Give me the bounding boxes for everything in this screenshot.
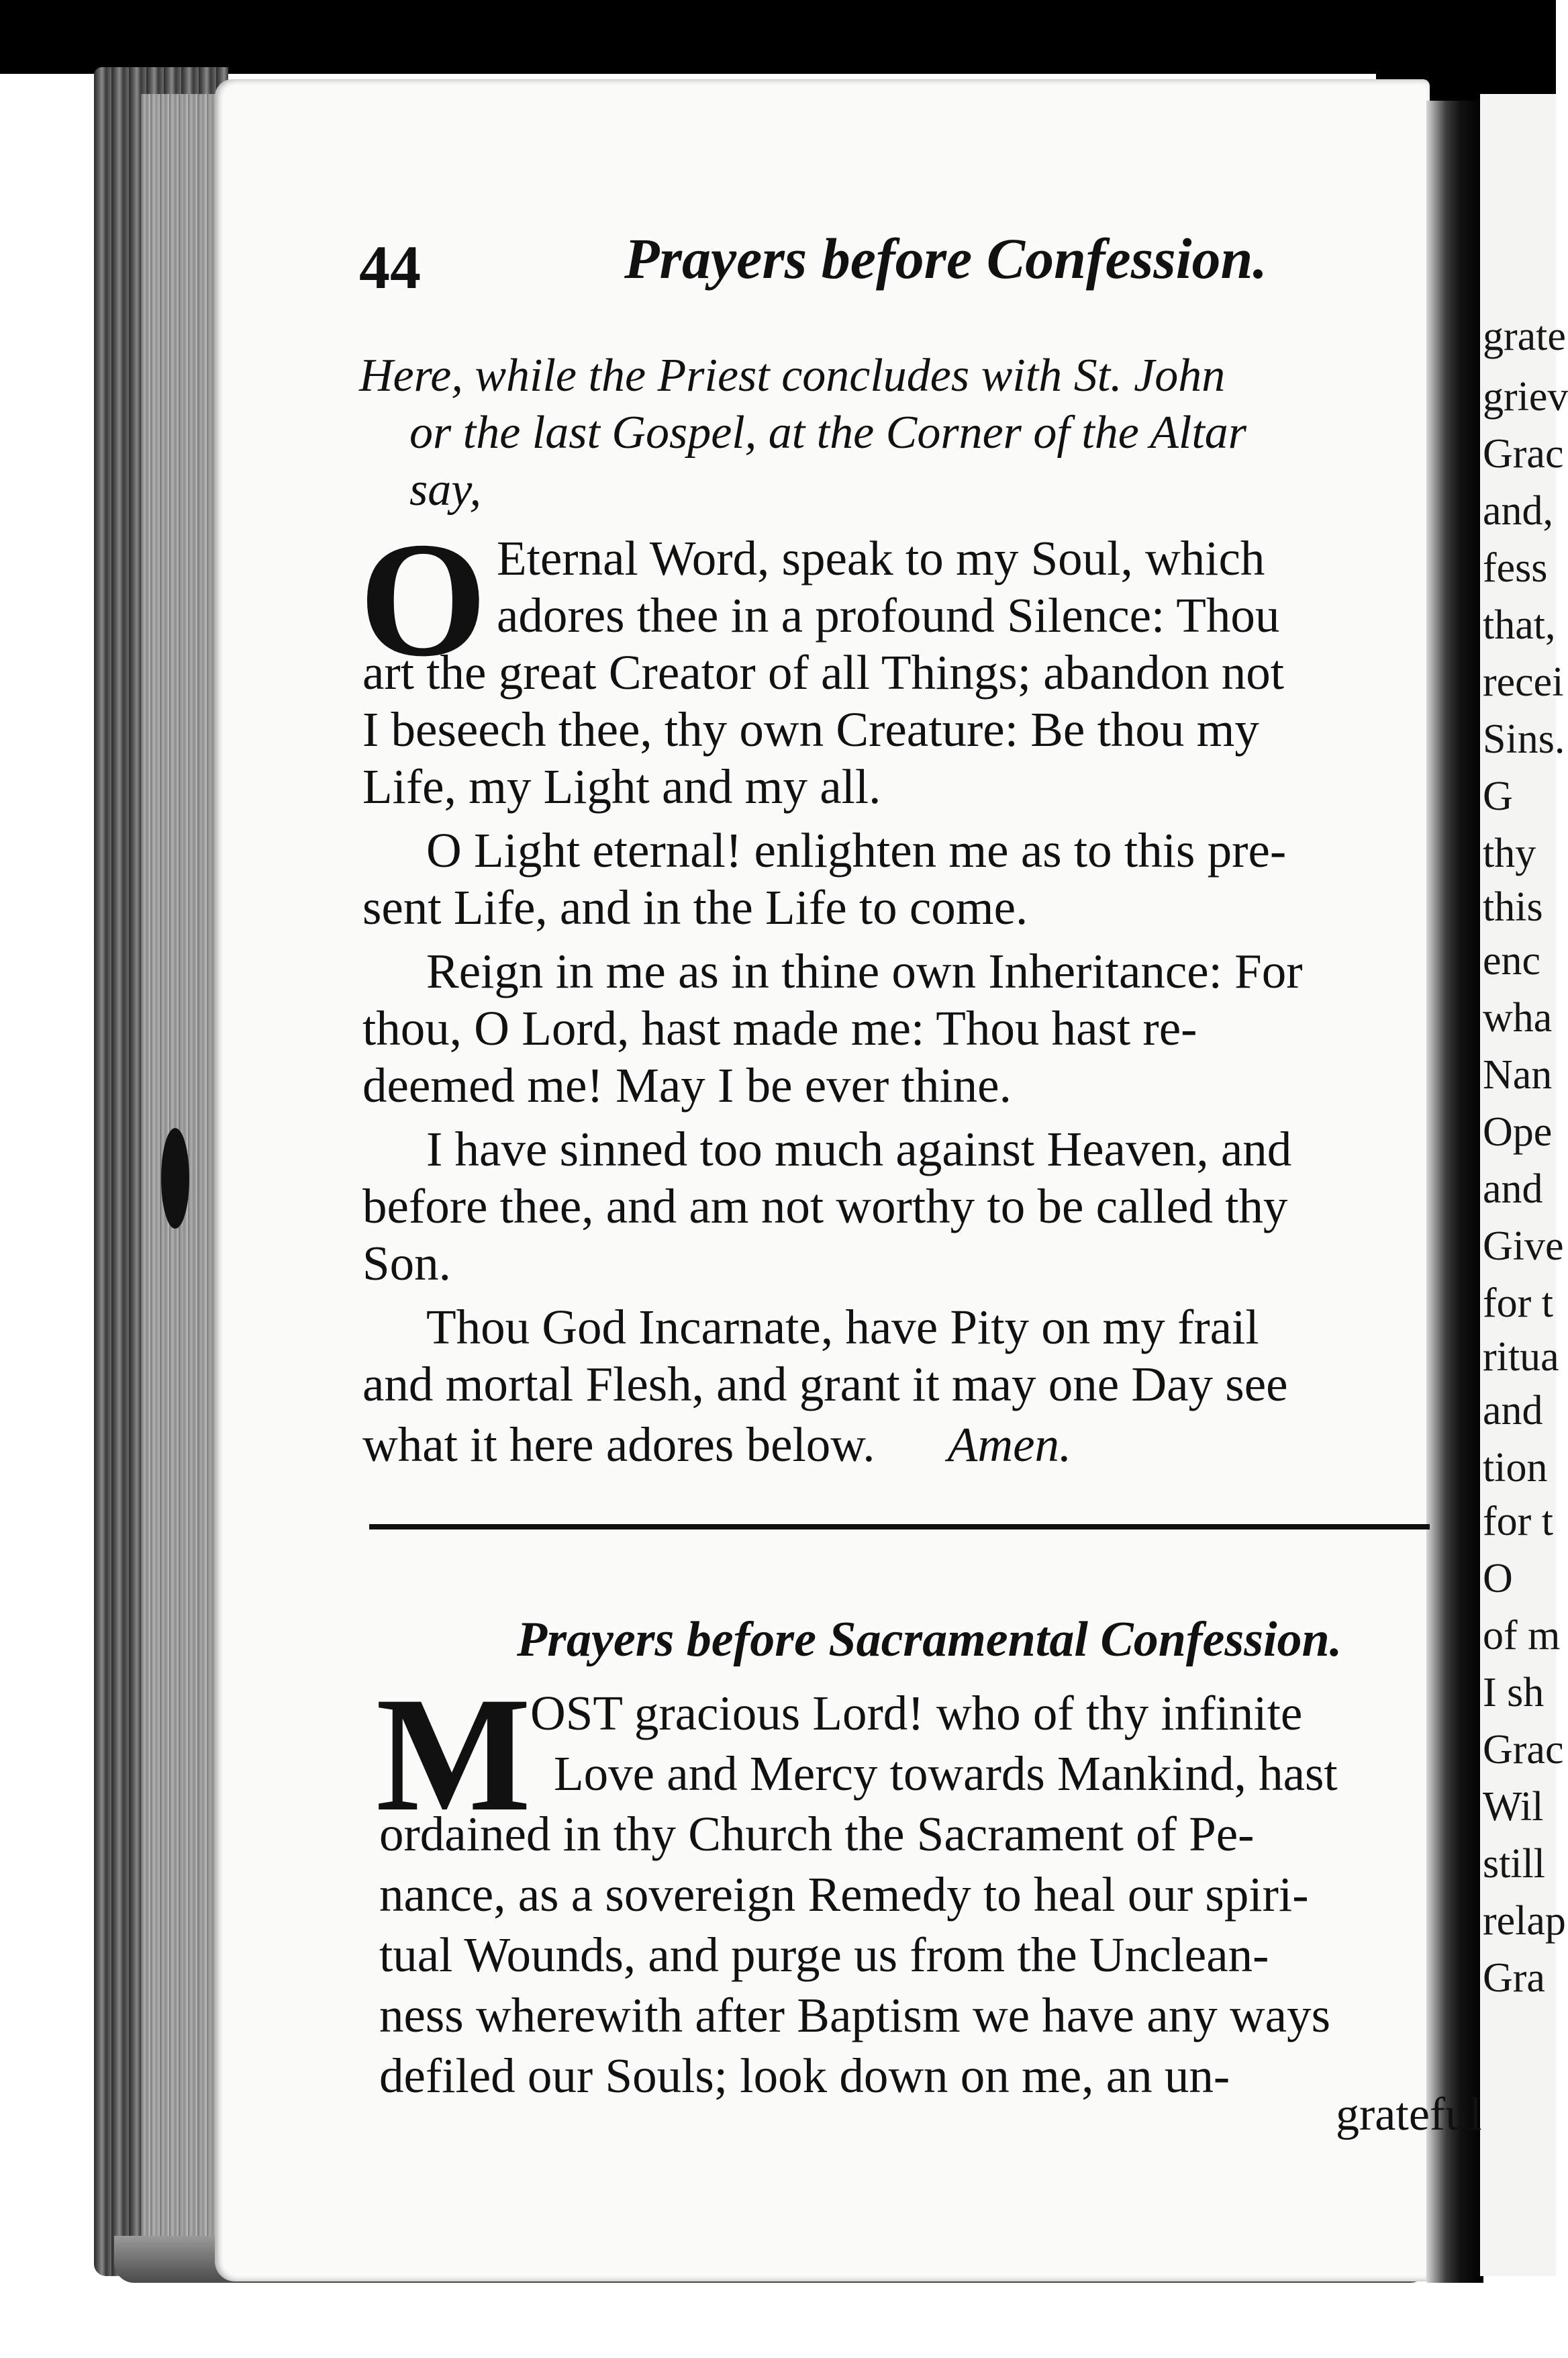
facing-page-fragment: O xyxy=(1483,1556,1513,1601)
catchword: grateful xyxy=(1336,2089,1482,2140)
facing-page-fragment: and xyxy=(1483,1388,1543,1433)
facing-page-fragment: Grac xyxy=(1483,431,1564,477)
facing-page-fragment: griev xyxy=(1483,374,1568,420)
section-line: Love and Mercy towards Mankind, hast xyxy=(554,1746,1338,1801)
facing-page-fragment: Ope xyxy=(1483,1109,1553,1155)
page-number: 44 xyxy=(359,233,421,301)
facing-page-fragment: relap xyxy=(1483,1898,1566,1944)
section-title: Prayers before Sacramental Confession. xyxy=(517,1612,1342,1667)
section-line: nance, as a sovereign Remedy to heal our spiri- xyxy=(379,1867,1309,1922)
book-gutter xyxy=(1426,101,1483,2283)
facing-page-fragment: Give xyxy=(1483,1223,1564,1269)
facing-page-fragment: Wil xyxy=(1483,1784,1544,1830)
facing-page-fragment: for t xyxy=(1483,1499,1554,1544)
prayer-line-last-text: what it here adores below. xyxy=(362,1417,875,1472)
facing-page-fragment: fess xyxy=(1483,545,1548,591)
facing-page-fragment: thy xyxy=(1483,831,1536,876)
running-title: Prayers before Confession. xyxy=(624,226,1267,291)
facing-page-fragment: G xyxy=(1483,773,1513,819)
prayer-line: Reign in me as in thine own Inheritance: For xyxy=(426,944,1303,998)
facing-page-fragment: this xyxy=(1483,884,1543,930)
section-line: ordained in thy Church the Sacrament of Pe- xyxy=(379,1807,1255,1861)
prayer-line: sent Life, and in the Life to come. xyxy=(362,880,1028,935)
amen: Amen. xyxy=(947,1417,1072,1472)
prayer-line: thou, O Lord, hast made me: Thou hast re- xyxy=(362,1001,1197,1055)
rubric-line-1: Here, while the Priest concludes with St. John xyxy=(359,350,1226,402)
section-divider-rule xyxy=(369,1524,1430,1529)
drop-cap-o: O xyxy=(359,508,487,690)
facing-page-fragment: I sh xyxy=(1483,1670,1545,1715)
rubric-line-3: say, xyxy=(409,464,481,516)
section-line: tual Wounds, and purge us from the Unclean- xyxy=(379,1928,1269,1982)
prayer-line: before thee, and am not worthy to be called thy xyxy=(362,1179,1288,1233)
facing-page-fragment: ritua xyxy=(1483,1334,1559,1380)
prayer-line: O Light eternal! enlighten me as to this pre- xyxy=(426,823,1287,878)
drop-cap-m: M xyxy=(376,1663,532,1845)
prayer-line-last xyxy=(362,1417,1071,1473)
facing-page-fragment: of m xyxy=(1483,1613,1561,1658)
facing-page-fragment: Grac xyxy=(1483,1727,1564,1773)
facing-page-fragment: tion xyxy=(1483,1445,1548,1491)
facing-page-fragment: Gra xyxy=(1483,1955,1545,2001)
facing-page-fragment: grate xyxy=(1483,314,1566,359)
facing-page-fragment: and xyxy=(1483,1166,1543,1212)
section-line: ness wherewith after Baptism we have any ways xyxy=(379,1988,1330,2042)
prayer-line: I beseech thee, thy own Creature: Be thou my xyxy=(362,702,1259,757)
prayer-line: Thou God Incarnate, have Pity on my frail xyxy=(426,1300,1259,1354)
facing-page-fragment: and, xyxy=(1483,488,1554,534)
prayer-line: art the great Creator of all Things; abandon not xyxy=(362,645,1285,700)
facing-page-fragment: enc xyxy=(1483,938,1541,984)
facing-page xyxy=(1480,94,1568,2276)
prayer-line: and mortal Flesh, and grant it may one Day see xyxy=(362,1357,1288,1411)
facing-page-fragment: wha xyxy=(1483,995,1553,1041)
facing-page-fragment: still xyxy=(1483,1841,1546,1887)
prayer-line: Eternal Word, speak to my Soul, which xyxy=(497,531,1265,585)
prayer-line: Son. xyxy=(362,1236,451,1290)
facing-page-fragment: Sins. xyxy=(1483,716,1565,762)
scan-top-shadow xyxy=(0,0,1556,74)
binding-hole xyxy=(161,1128,189,1229)
facing-page-fragment: that, xyxy=(1483,602,1556,648)
prayer-line: I have sinned too much against Heaven, and xyxy=(426,1122,1292,1176)
section-line: defiled our Souls; look down on me, an un- xyxy=(379,2048,1230,2103)
prayer-line: Life, my Light and my all. xyxy=(362,759,881,814)
rubric-line-2: or the last Gospel, at the Corner of the Altar xyxy=(409,407,1247,459)
prayer-line: adores thee in a profound Silence: Thou xyxy=(497,588,1280,643)
facing-page-fragment: Nan xyxy=(1483,1052,1553,1098)
prayer-line: deemed me! May I be ever thine. xyxy=(362,1058,1012,1113)
facing-page-fragment: recei xyxy=(1483,659,1564,705)
section-first-line: OST gracious Lord! who of thy infinite xyxy=(530,1686,1303,1740)
facing-page-fragment: for t xyxy=(1483,1280,1554,1326)
